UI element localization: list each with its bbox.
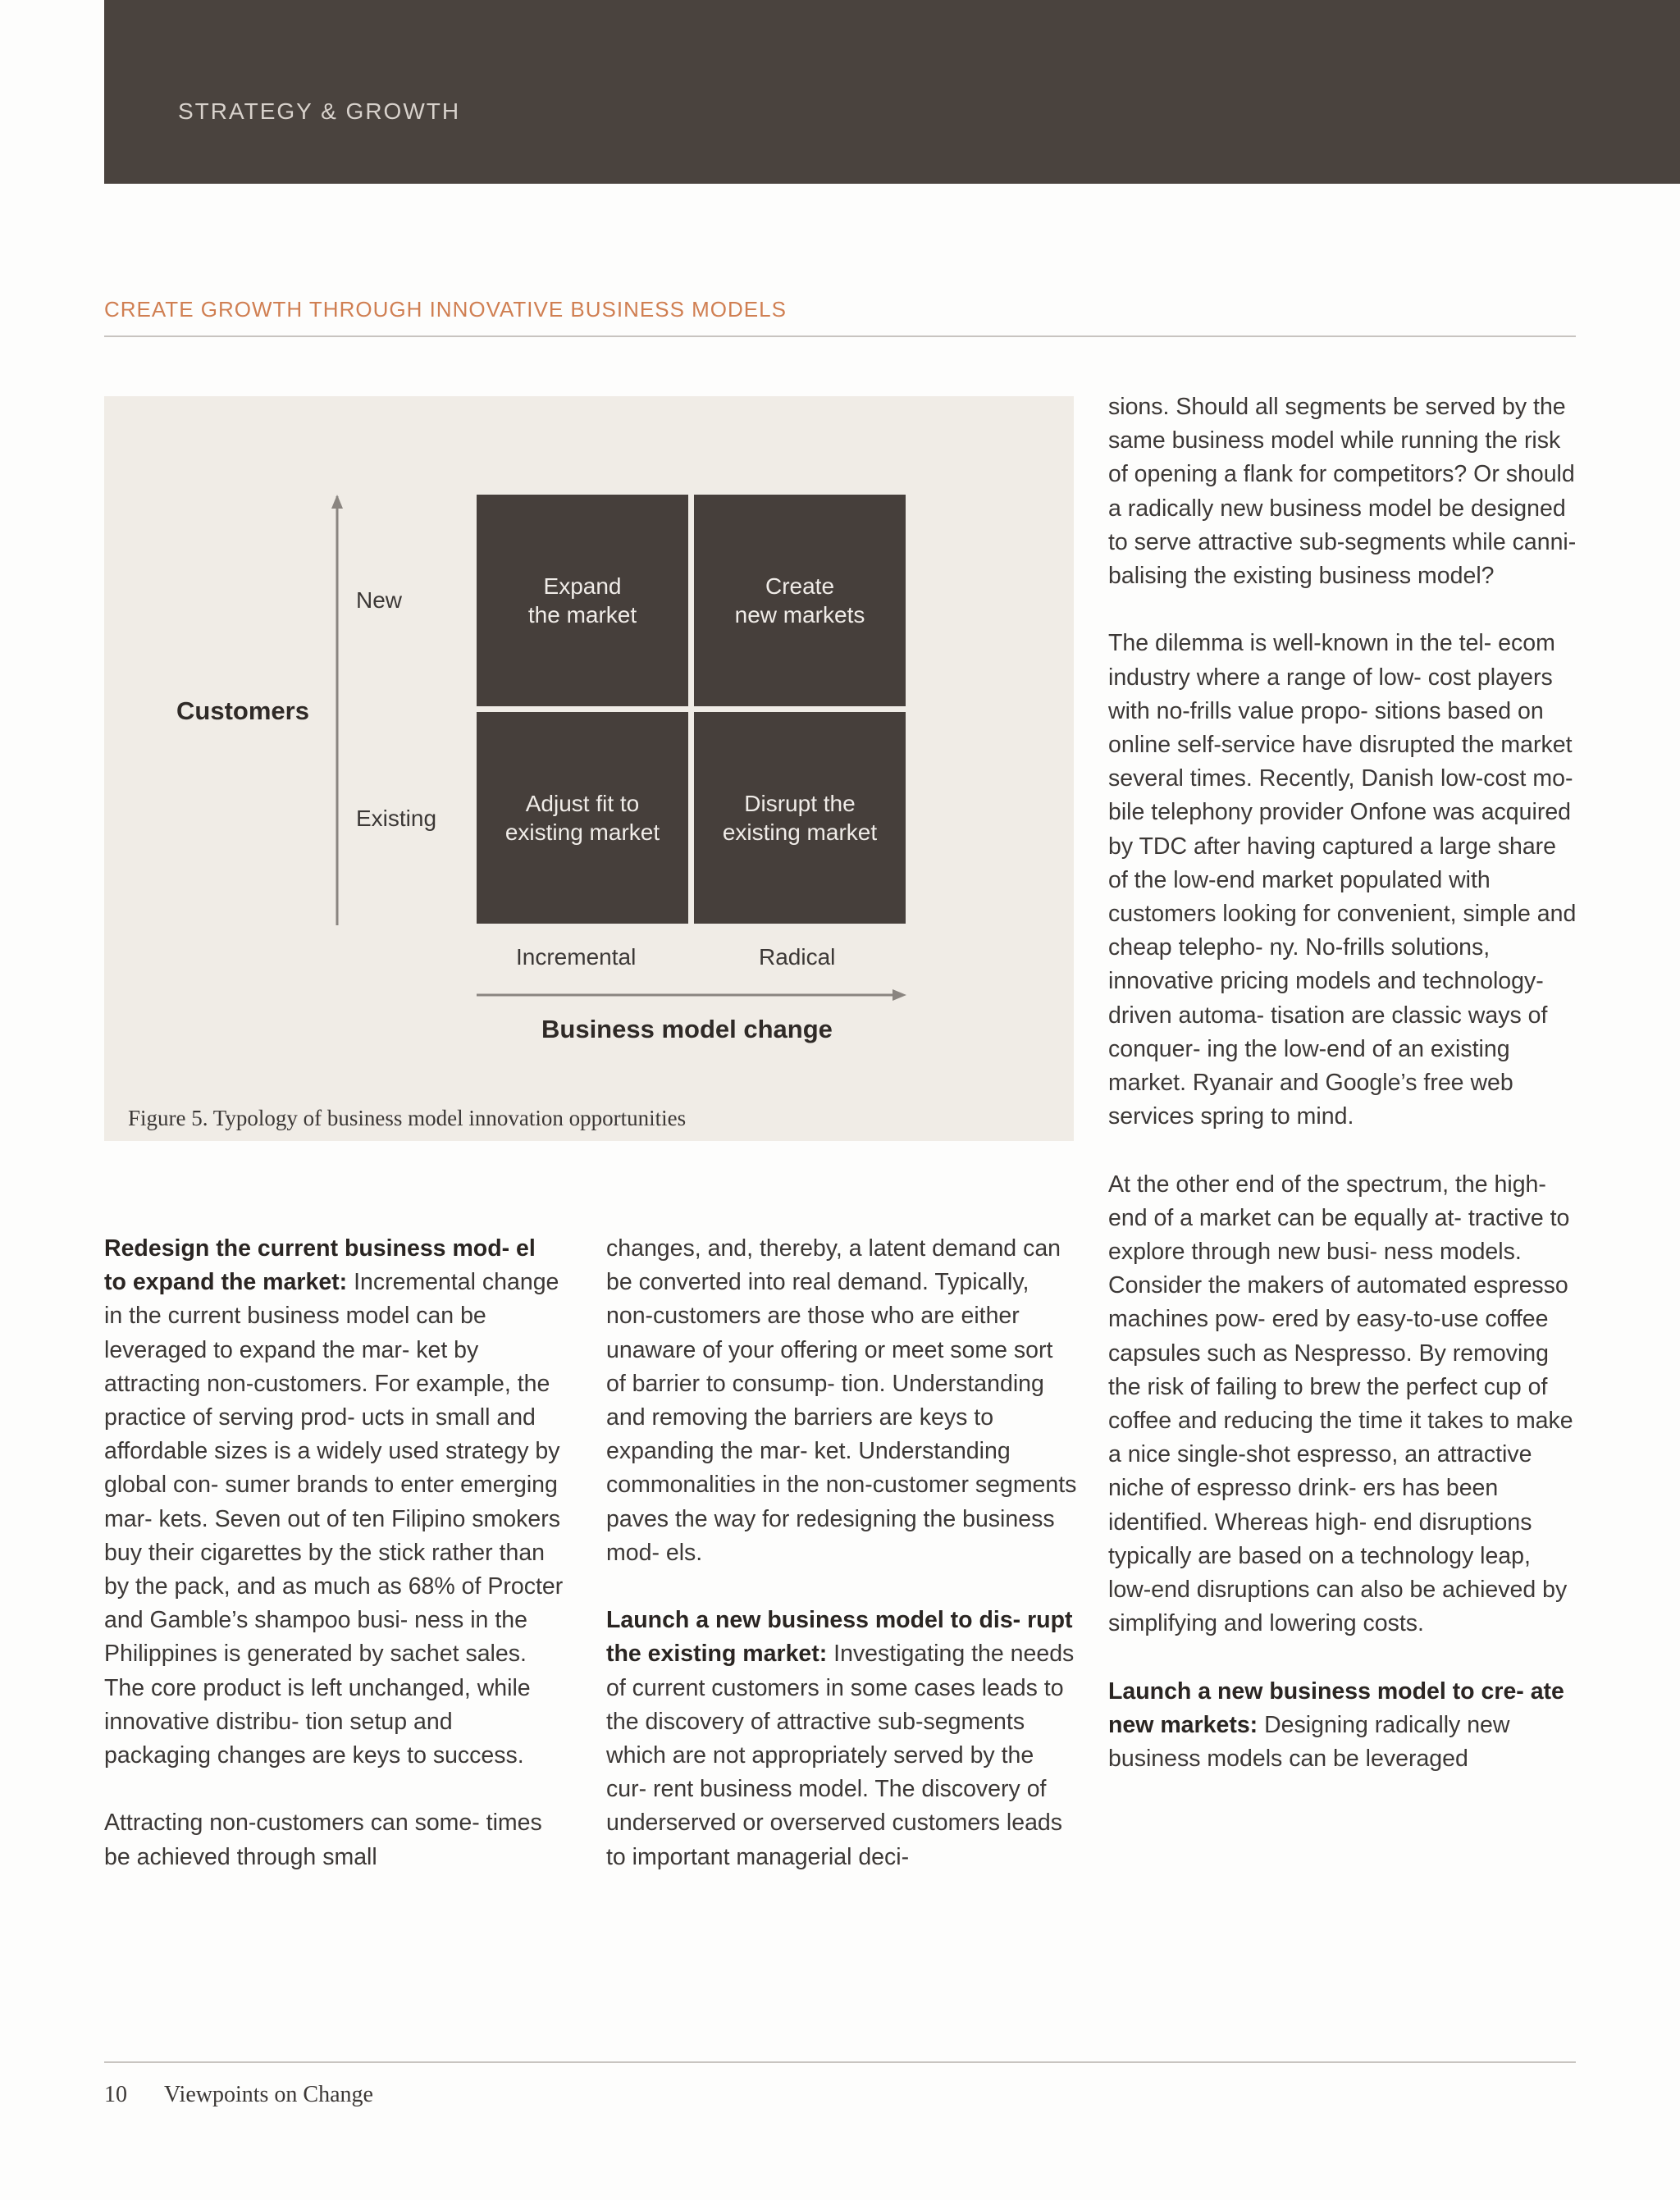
paragraph-lead: Launch a new business model to cre- ate new markets: bbox=[1108, 1677, 1564, 1738]
y-label-new: New bbox=[356, 587, 403, 613]
cell-create-new-markets: Create new markets bbox=[694, 495, 906, 706]
paragraph: Attracting non-customers can some- times be achieved through small bbox=[104, 1810, 542, 1870]
x-label-incremental: Incremental bbox=[516, 944, 637, 970]
paragraph: sions. Should all segments be served by the same business model while running the risk of opening a flank for competitors? Or should a radically new business model be designed to serve attractive sub-segments while canni- balising the existing business model? bbox=[1108, 394, 1577, 590]
paragraph: The dilemma is well-known in the tel- ecom industry where a range of low- cost players with no-frills value propo- sitions based on online self-service have disrupted the market several times. Recently, Danish low-cost mo- bile telephony provider Onfone was acquired by TDC after having captured a large share of the low-end market populated with customers looking for convenient, simple and cheap telepho- ny. No-frills solutions, innovative pricing models and technology-driven automa- tisation are classic ways of conquer- ing the low-end of an existing market. Ryanair and Google’s free web services spring to mind. bbox=[1108, 630, 1577, 1130]
y-axis-title: Customers bbox=[176, 696, 309, 725]
cell-disrupt-existing: Disrupt the existing market bbox=[694, 712, 906, 924]
paragraph bbox=[104, 1232, 564, 1773]
x-label-radical: Radical bbox=[759, 944, 836, 970]
header-band bbox=[104, 0, 1680, 184]
figure-caption: Figure 5. Typology of business model innovation opportunities bbox=[128, 1106, 687, 1130]
paragraph bbox=[606, 1604, 1078, 1874]
y-label-existing: Existing bbox=[356, 806, 437, 831]
paragraph bbox=[1108, 1675, 1580, 1777]
paragraph-body: Incremental change in the current business model can be leveraged to expand the mar- ket by attracting non-customers. For example, the practice of serving prod- ucts in small and affordable sizes is a widely used strategy by global con- sumer brands to enter emerging mar- kets. Seven out of ten Filipino smokers buy their cigarettes by the stick rather than by the pack, and as much as 68% of Procter and Gamble’s shampoo busi- ness in the Philippines is generated by sachet sales. The core product is left unchanged, while innovative distribu- tion setup and packaging changes are keys to success. bbox=[104, 1269, 564, 1769]
publication-title: Viewpoints on Change bbox=[164, 2082, 373, 2107]
paragraph-body: Investigating the needs of current customers in some cases leads to the discovery of attractive sub-segments which are not appropriately served by the cur- rent business model. The discovery of underserved or overserved customers leads to important managerial deci- bbox=[606, 1641, 1075, 1870]
cell-adjust-fit: Adjust fit to existing market bbox=[477, 712, 688, 924]
page-number: 10 bbox=[104, 2082, 127, 2107]
paragraph-lead: Launch a new business model to dis- rupt the existing market: bbox=[606, 1607, 1073, 1668]
text-column-2 bbox=[606, 1232, 1078, 1874]
paragraph-body: Designing radically new business models can be leveraged bbox=[1108, 1711, 1510, 1773]
paragraph-lead: Redesign the current business mod- el to expand the market: bbox=[104, 1235, 536, 1296]
text-column-1 bbox=[104, 1232, 564, 1874]
x-axis-title: Business model change bbox=[541, 1015, 833, 1043]
cell-expand-market: Expand the market bbox=[477, 495, 688, 706]
paragraph: changes, and, thereby, a latent demand can be converted into real demand. Typically, non-customers are those who are either unaware of your offering or meet some sort of barrier to consump- tion. Understanding and removing the barriers are keys to expanding the mar- ket. Understanding commonalities in the non-customer segments paves the way for redesigning the business mod- els. bbox=[606, 1235, 1077, 1566]
running-header: STRATEGY & GROWTH bbox=[178, 98, 461, 124]
section-title: CREATE GROWTH THROUGH INNOVATIVE BUSINESS MODELS bbox=[104, 297, 787, 322]
text-column-3 bbox=[1108, 390, 1580, 1776]
footer-divider bbox=[104, 2061, 1576, 2063]
section-divider bbox=[104, 335, 1576, 337]
figure-panel bbox=[104, 396, 1074, 1141]
paragraph: At the other end of the spectrum, the high-end of a market can be equally at- tractive to explore through new busi- ness models. Consider the makers of automated espresso machines pow- ered by easy-to-use coffee capsules such as Nespresso. By removing the risk of failing to brew the perfect cup of coffee and reducing the time it takes to make a nice single-shot espresso, an attractive niche of espresso drink- ers has been identified. Whereas high- end disruptions typically are based on a technology leap, low-end disruptions can also be achieved by simplifying and lowering costs. bbox=[1108, 1171, 1573, 1637]
y-arrowhead bbox=[331, 495, 343, 509]
x-arrowhead bbox=[892, 989, 906, 1001]
